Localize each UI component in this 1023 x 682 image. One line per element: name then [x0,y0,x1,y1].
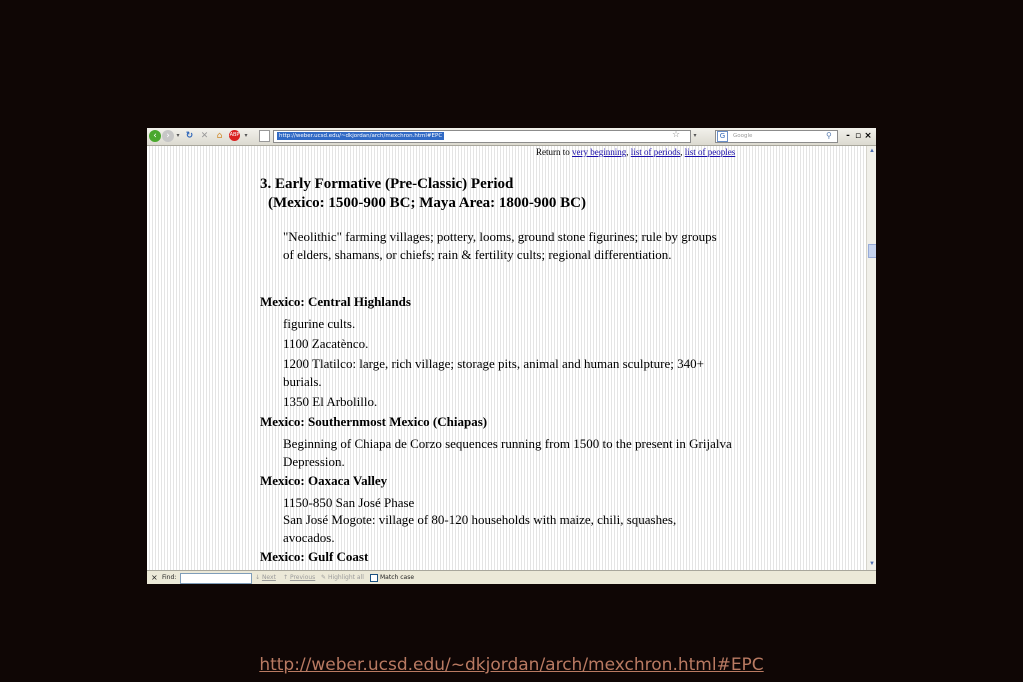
source-url-caption[interactable]: http://weber.ucsd.edu/~dkjordan/arch/mexchron.html#EPC [259,655,764,675]
list-item: 1350 El Arbolillo. [283,394,378,409]
adblock-dropdown-icon[interactable]: ▾ [244,132,248,139]
find-close-icon[interactable]: × [151,573,158,582]
match-case-checkbox[interactable] [370,574,378,582]
url-text: http://weber.ucsd.edu/~dkjordan/arch/mexchron.html#EPC [279,133,443,139]
link-very-beginning[interactable]: very beginning [572,147,627,157]
forward-icon[interactable]: › [162,130,174,142]
scroll-up-icon[interactable]: ▲ [869,148,875,154]
section-heading: Mexico: Central Highlands [260,294,411,309]
find-label: Find: [162,574,177,581]
section-heading: Mexico: Southernmost Mexico (Chiapas) [260,414,488,429]
vertical-scrollbar[interactable] [866,146,876,570]
navigation-toolbar [147,128,876,146]
list-item: San José Mogote: village of 80-120 households with maize, chili, squashes, avocados. [283,512,677,545]
section-heading: Mexico: Gulf Coast [260,549,369,564]
back-icon[interactable]: ‹ [149,130,161,142]
return-prefix: Return to [536,147,572,157]
find-previous-label: Previous [289,574,316,581]
find-input[interactable] [180,573,252,584]
minimize-icon[interactable]: - [846,131,850,141]
search-icon[interactable]: ⚲ [826,131,832,140]
list-item: Beginning of Chiapa de Corzo sequences running from 1500 to the present in Grijalva Depression. [283,436,732,469]
list-item: 1100 Zacatènco. [283,336,369,351]
return-links: Return to very beginning, list of periods, list of peoples [536,147,736,157]
match-case-label: Match case [380,574,415,581]
bookmark-star-icon[interactable]: ☆ [672,130,681,140]
restore-icon[interactable]: ▫ [854,131,862,141]
list-item: 1150-850 San José Phase [283,495,415,510]
url-bar[interactable] [273,130,691,143]
find-bar [147,570,876,584]
adblock-icon[interactable]: ABP [229,130,240,141]
find-next-label: Next [261,574,276,581]
find-previous-button[interactable]: ↑ Previous [283,574,316,581]
reload-icon[interactable]: ↻ [185,131,194,141]
list-item: 1200 Tlatilco: large, rich village; storage pits, animal and human sculpture; 340+ burials. [283,356,704,389]
page-icon [259,130,270,142]
page-subtitle: (Mexico: 1500-900 BC; Maya Area: 1800-900 BC) [268,195,586,211]
intro-paragraph: "Neolithic" farming villages; pottery, looms, ground stone figurines; rule by groups of elders, shamans, or chiefs; rain & fertility cults; regional differentiation. [283,229,717,262]
page-content [147,146,866,570]
search-placeholder: Google [733,133,753,139]
find-next-button[interactable]: ↓ Next [255,574,276,581]
url-dropdown-icon[interactable]: ▾ [693,132,697,139]
stop-icon[interactable]: ✕ [200,131,209,141]
google-icon[interactable]: G [717,131,728,142]
close-icon[interactable]: × [864,131,872,141]
home-icon[interactable]: ⌂ [216,131,223,141]
search-input[interactable] [715,130,838,143]
scroll-down-icon[interactable]: ▼ [869,561,875,567]
highlight-all-button[interactable]: ✎ Highlight all [321,574,364,581]
history-dropdown-icon[interactable]: ▾ [176,132,180,139]
section-heading: Mexico: Oaxaca Valley [260,473,388,488]
browser-window [147,128,876,584]
scroll-thumb[interactable] [868,244,876,258]
link-list-of-periods[interactable]: list of periods [630,147,681,157]
link-list-of-peoples[interactable]: list of peoples [684,147,736,157]
list-item: figurine cults. [283,316,356,331]
highlight-all-label: Highlight all [327,574,364,581]
page-title: 3. Early Formative (Pre-Classic) Period [260,176,514,192]
